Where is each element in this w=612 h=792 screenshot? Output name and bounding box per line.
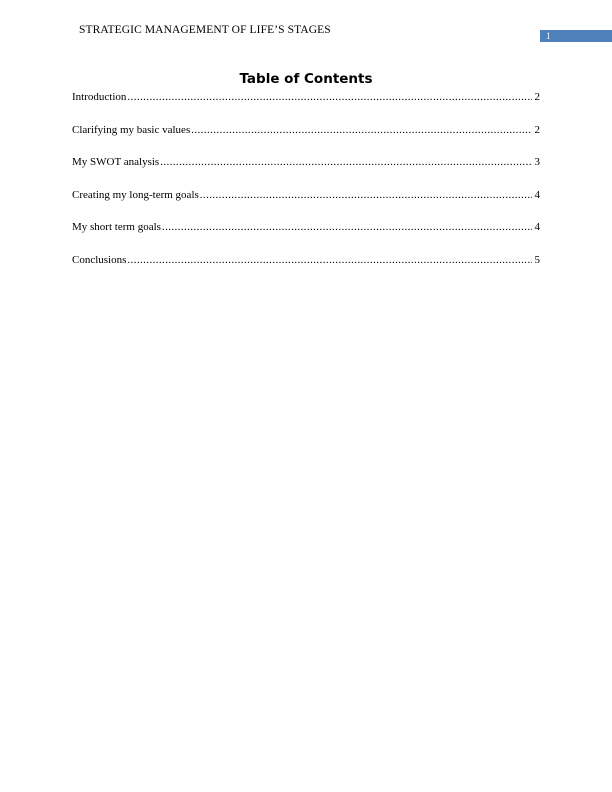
toc-entry-clarifying-values[interactable] bbox=[72, 123, 540, 137]
toc-dot-leader bbox=[162, 220, 532, 234]
toc-dot-leader bbox=[200, 188, 532, 202]
toc-entry-page: 2 bbox=[534, 91, 540, 103]
toc-entry-page: 3 bbox=[534, 156, 540, 169]
toc-entry-page: 4 bbox=[534, 221, 540, 234]
toc-heading: Table of Contents bbox=[239, 71, 373, 87]
toc-entry-label: My SWOT analysis bbox=[72, 156, 160, 169]
toc-entry-label: My short term goals bbox=[72, 221, 161, 234]
toc-dot-leader bbox=[191, 123, 531, 137]
toc-entry-introduction[interactable] bbox=[72, 90, 540, 104]
page-number-badge bbox=[540, 30, 612, 42]
toc-entry-swot-analysis[interactable] bbox=[72, 155, 540, 169]
toc-entry-short-term-goals[interactable] bbox=[72, 220, 540, 234]
toc-dot-leader bbox=[127, 90, 531, 104]
toc-entry-page: 4 bbox=[534, 188, 540, 201]
toc-list bbox=[72, 90, 540, 286]
toc-dot-leader bbox=[127, 253, 531, 267]
toc-entry-label: Introduction bbox=[72, 91, 127, 103]
toc-entry-label: Conclusions bbox=[72, 253, 127, 266]
toc-entry-page: 5 bbox=[534, 253, 540, 266]
running-header-title: STRATEGIC MANAGEMENT OF LIFE’S STAGES bbox=[79, 24, 331, 36]
toc-dot-leader bbox=[160, 155, 531, 169]
toc-entry-label: Creating my long-term goals bbox=[72, 188, 199, 201]
toc-entry-long-term-goals[interactable] bbox=[72, 188, 540, 202]
toc-entry-page: 2 bbox=[534, 123, 540, 136]
page-number: 1 bbox=[546, 31, 551, 41]
toc-entry-conclusions[interactable] bbox=[72, 253, 540, 267]
toc-entry-label: Clarifying my basic values bbox=[72, 123, 191, 136]
